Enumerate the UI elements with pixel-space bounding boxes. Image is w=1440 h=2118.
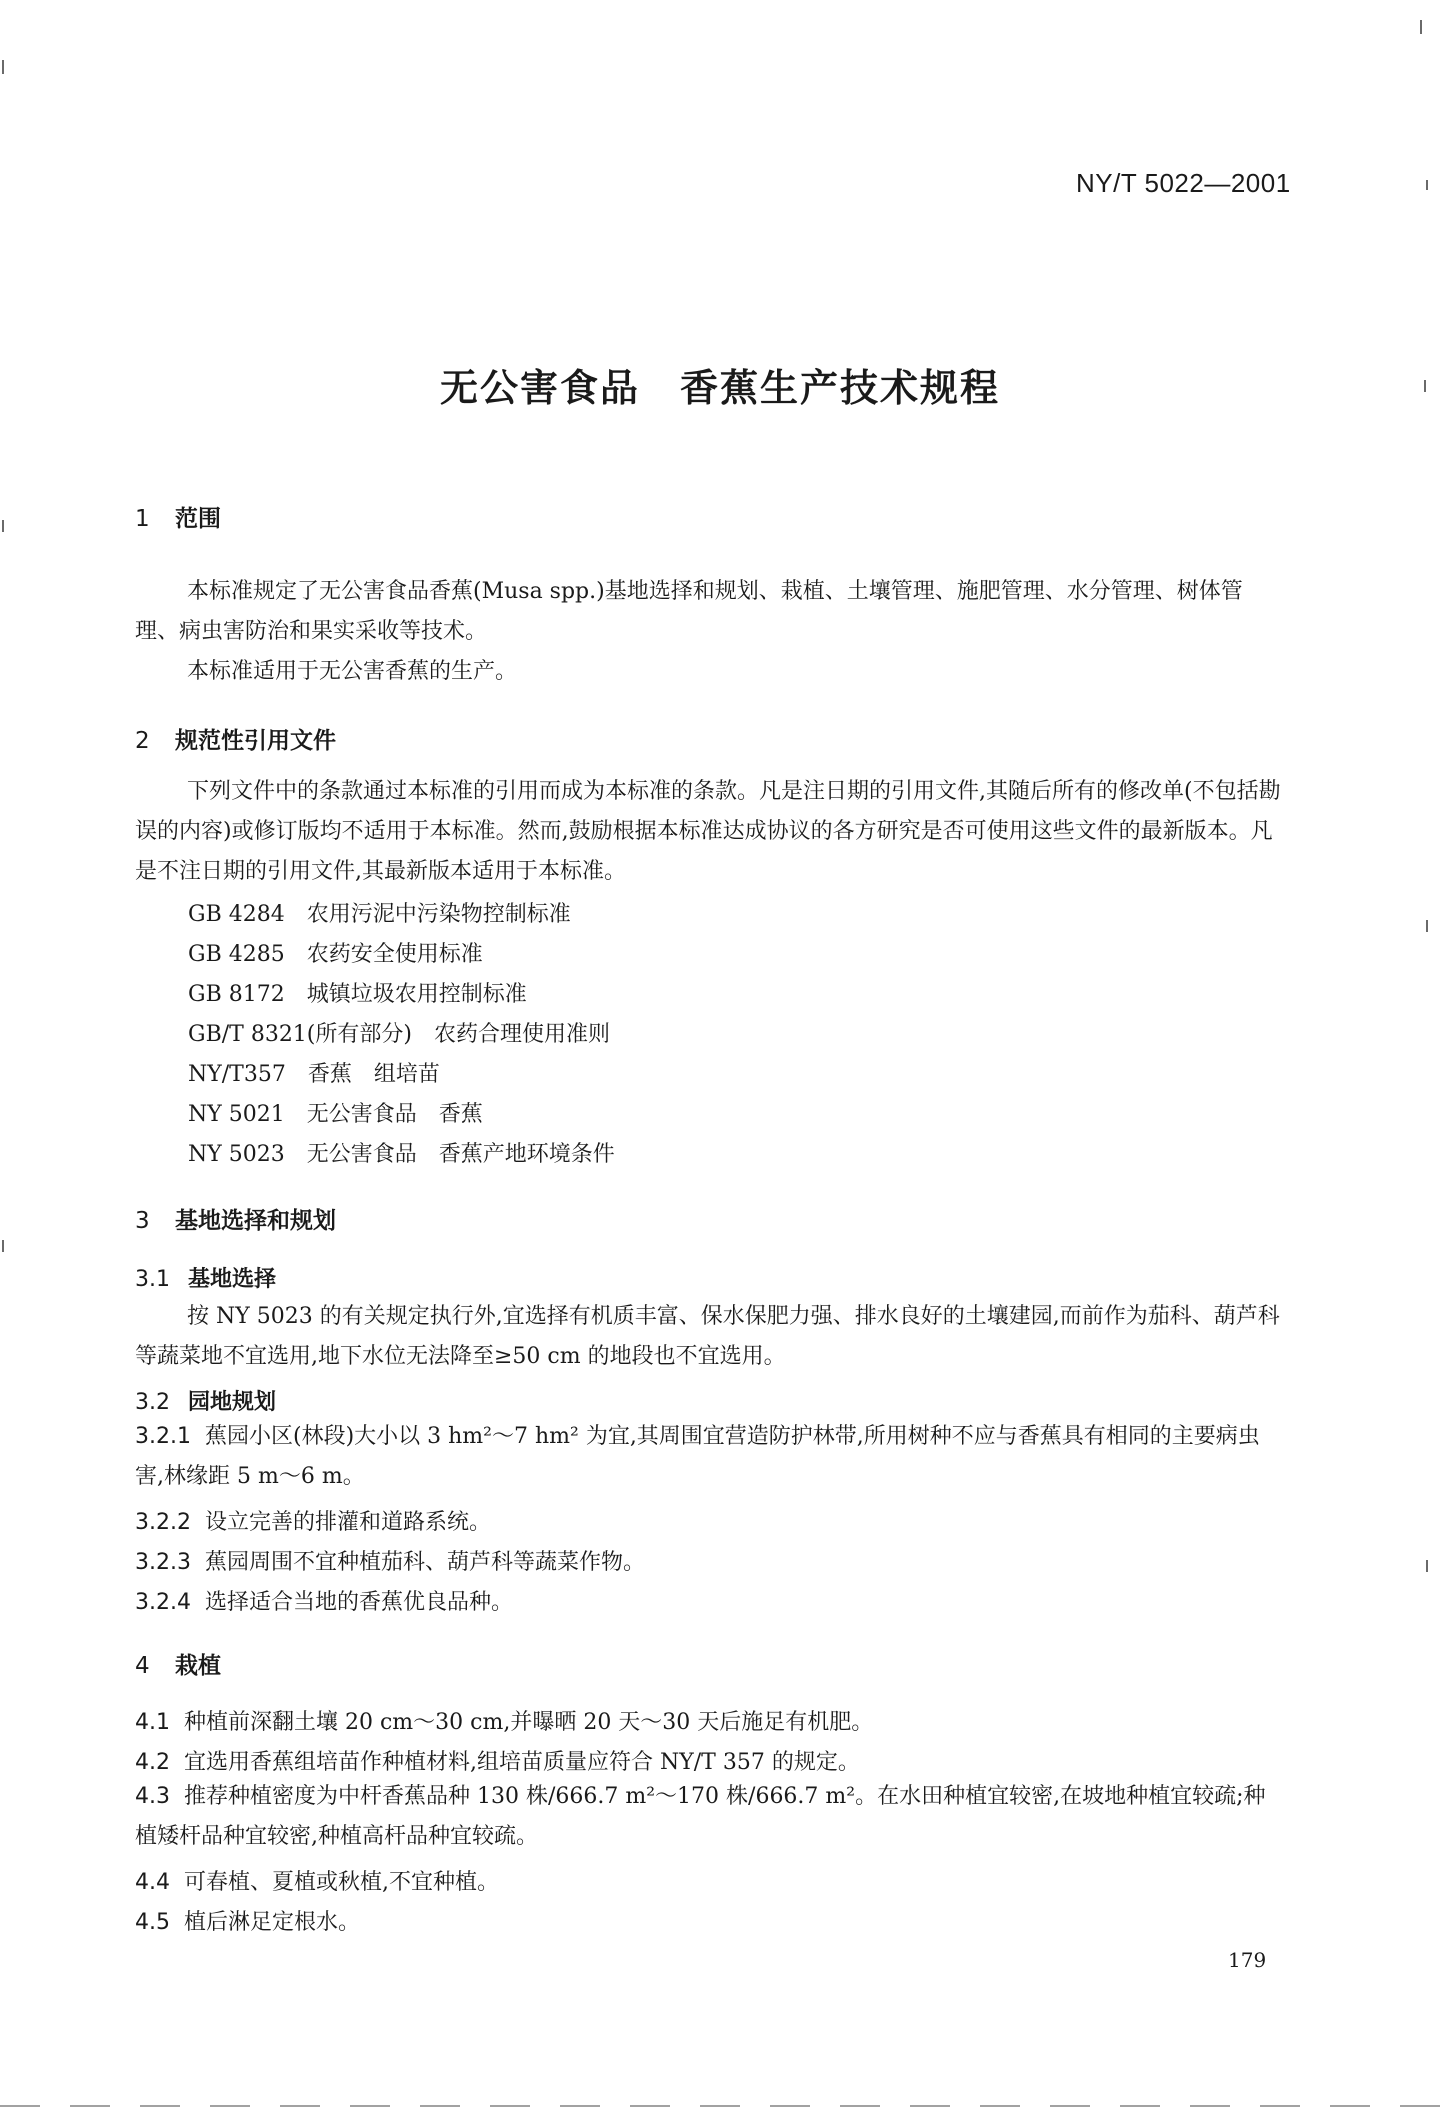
clause-number: 3.2.2	[135, 1510, 191, 1535]
subsection-title: 基地选择	[188, 1267, 277, 1292]
reference-item	[188, 1097, 483, 1128]
clause-text: 蕉园小区(林段)大小以 3 hm²～7 hm² 为宜,其周围宜营造防护林带,所用树种不应与香蕉具有相同的主要病虫害,林缘距 5 m～6 m。	[135, 1424, 1260, 1489]
clause-text: 宜选用香蕉组培苗作种植材料,组培苗质量应符合 NY/T 357 的规定。	[184, 1750, 860, 1775]
paragraph: 本标准规定了无公害食品香蕉(Musa spp.)基地选择和规划、栽植、土壤管理、施肥管理、水分管理、树体管理、病虫害防治和果实采收等技术。	[135, 579, 1243, 644]
clause	[135, 1545, 645, 1576]
section-title: 范围	[175, 506, 221, 532]
clause-text: 可春植、夏植或秋植,不宜种植。	[184, 1870, 499, 1895]
clause-number: 4.1	[135, 1710, 170, 1735]
reference-name: 无公害食品 香蕉产地环境条件	[306, 1142, 615, 1167]
reference-name: 农药安全使用标准	[306, 942, 483, 967]
subsection-title: 园地规划	[188, 1390, 277, 1415]
section-number: 2	[135, 728, 150, 754]
clause-text: 推荐种植密度为中杆香蕉品种 130 株/666.7 m²～170 株/666.7 m²。在水田种植宜较密,在坡地种植宜较疏;种植矮杆品种宜较密,种植高杆品种宜较疏。	[135, 1784, 1266, 1849]
reference-name: 城镇垃圾农用控制标准	[306, 982, 527, 1007]
section-title: 基地选择和规划	[175, 1208, 336, 1234]
clause-text: 设立完善的排灌和道路系统。	[204, 1510, 491, 1535]
subsection-heading	[135, 1385, 276, 1416]
section-heading	[135, 722, 336, 755]
clause	[135, 1585, 513, 1616]
reference-code: GB 8172	[188, 982, 285, 1007]
reference-item	[188, 897, 571, 928]
clause-number: 4.3	[135, 1784, 170, 1809]
scan-edge-mark	[1426, 1560, 1428, 1572]
reference-item	[188, 977, 527, 1008]
scan-edge-mark	[2, 60, 4, 74]
clause	[135, 1865, 499, 1896]
scan-edge-mark	[1426, 920, 1428, 932]
subsection-number: 3.1	[135, 1267, 170, 1292]
paragraph: 本标准适用于无公害香蕉的生产。	[187, 659, 518, 684]
clause-number: 4.5	[135, 1910, 170, 1935]
reference-name: 农药合理使用准则	[433, 1022, 610, 1047]
reference-name: 农用污泥中污染物控制标准	[306, 902, 571, 927]
reference-item	[188, 1057, 440, 1088]
reference-name: 香蕉 组培苗	[307, 1062, 440, 1087]
section-heading	[135, 500, 221, 533]
scan-edge-mark	[2, 1240, 4, 1252]
clause-text: 蕉园周围不宜种植茄科、葫芦科等蔬菜作物。	[204, 1550, 645, 1575]
subsection-number: 3.2	[135, 1390, 170, 1415]
clause-number: 4.4	[135, 1870, 170, 1895]
document-title: 无公害食品 香蕉生产技术规程	[439, 366, 1000, 410]
section-title: 规范性引用文件	[175, 728, 336, 754]
section-heading	[135, 1202, 336, 1235]
scan-edge-mark	[1420, 20, 1422, 34]
clause	[135, 1417, 1285, 1497]
clause-number: 3.2.4	[135, 1590, 191, 1615]
reference-code: GB/T 8321(所有部分)	[188, 1022, 412, 1047]
clause-number: 4.2	[135, 1750, 170, 1775]
standard-code: NY/T 5022—2001	[1076, 168, 1291, 198]
clause-text: 植后淋足定根水。	[184, 1910, 361, 1935]
reference-item	[188, 937, 483, 968]
reference-code: GB 4285	[188, 942, 285, 967]
reference-code: GB 4284	[188, 902, 285, 927]
section-number: 3	[135, 1208, 150, 1234]
clause-number: 3.2.3	[135, 1550, 191, 1575]
reference-code: NY/T357	[188, 1062, 286, 1087]
scan-edge-mark	[1426, 180, 1428, 190]
section-title: 栽植	[175, 1653, 221, 1679]
section-heading	[135, 1647, 221, 1680]
clause	[135, 1777, 1285, 1857]
scan-bottom-edge	[0, 2105, 1440, 2107]
paragraph: 下列文件中的条款通过本标准的引用而成为本标准的条款。凡是注日期的引用文件,其随后所有的修改单(不包括勘误的内容)或修订版均不适用于本标准。然而,鼓励根据本标准达成协议的各方研究是否可使用这些文件的最新版本。凡是不注日期的引用文件,其最新版本适用于本标准。	[135, 779, 1281, 884]
clause	[135, 1705, 873, 1736]
reference-name: 无公害食品 香蕉	[306, 1102, 483, 1127]
scan-edge-mark	[2, 520, 4, 532]
section-number: 1	[135, 506, 150, 532]
clause-text: 选择适合当地的香蕉优良品种。	[204, 1590, 513, 1615]
clause-number: 3.2.1	[135, 1424, 191, 1449]
clause	[135, 1745, 860, 1776]
clause-text: 种植前深翻土壤 20 cm～30 cm,并曝晒 20 天～30 天后施足有机肥。	[184, 1710, 874, 1735]
section-number: 4	[135, 1653, 150, 1679]
subsection-heading	[135, 1262, 276, 1293]
paragraph: 按 NY 5023 的有关规定执行外,宜选择有机质丰富、保水保肥力强、排水良好的土壤建园,而前作为茄科、葫芦科等蔬菜地不宜选用,地下水位无法降至≥50 cm 的地段也不宜选用。	[135, 1304, 1280, 1369]
clause	[135, 1505, 491, 1536]
reference-code: NY 5021	[188, 1102, 285, 1127]
reference-item	[188, 1137, 615, 1168]
reference-code: NY 5023	[188, 1142, 285, 1167]
clause	[135, 1905, 360, 1936]
reference-item	[188, 1017, 610, 1048]
page-number: 179	[1228, 1948, 1267, 1972]
